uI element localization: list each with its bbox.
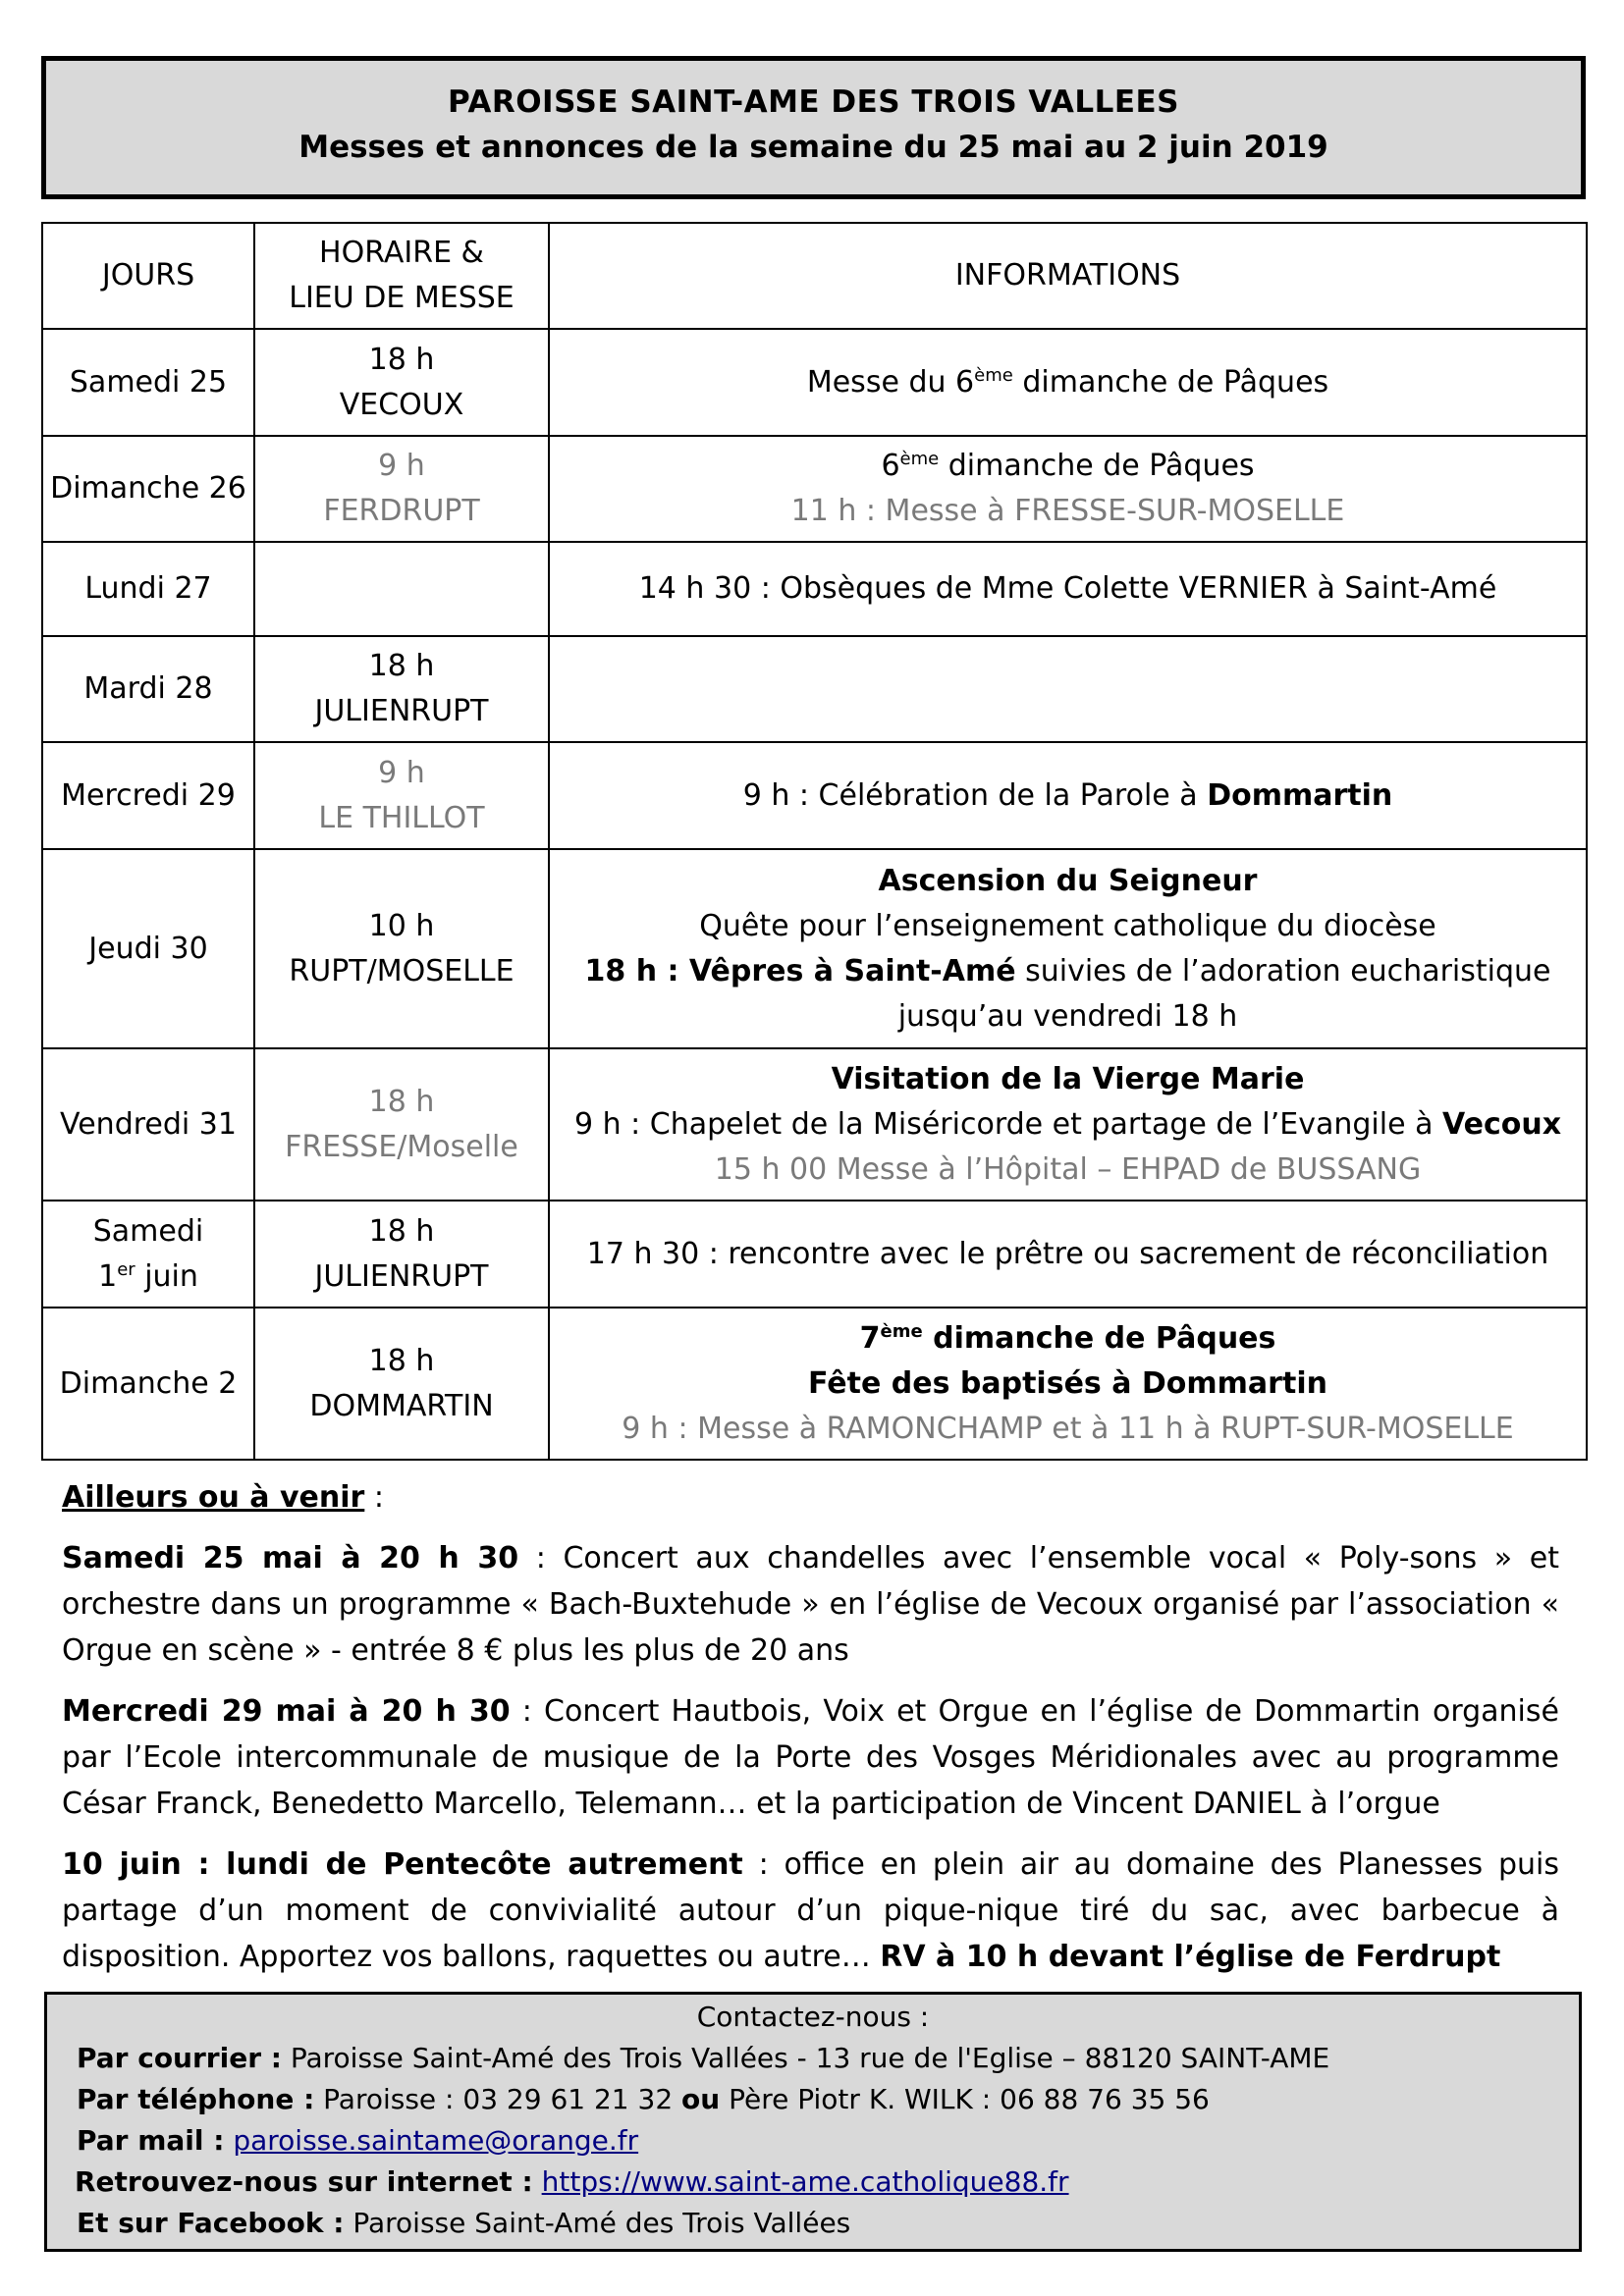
announcements-heading: Ailleurs ou à venir :	[62, 1480, 384, 1515]
day-cell: Samedi 25	[42, 329, 254, 436]
info-cell: 9 h : Célébration de la Parole à Dommartin	[549, 742, 1587, 849]
announcement-item: 10 juin : lundi de Pentecôte autrement : office en plein air au domaine des Planesses puis partage d’un moment de convivialité autour d’un pique-nique tiré du sac, avec barbecue à disposition. Apportez vos ballons, raquettes ou autre… RV à 10 h devant l’église de Ferdrupt	[62, 1847, 1559, 1974]
info-cell: 7ème dimanche de Pâques Fête des baptisés à Dommartin 9 h : Messe à RAMONCHAMP et à 11 h à RUPT-SUR-MOSELLE	[549, 1308, 1587, 1460]
website-link[interactable]: https://www.saint-ame.catholique88.fr	[541, 2165, 1069, 2198]
parish-title: PAROISSE SAINT-AME DES TROIS VALLEES	[447, 84, 1180, 120]
contact-postal: Par courrier : Paroisse Saint-Amé des Trois Vallées - 13 rue de l'Eglise – 88120 SAINT-AME	[77, 2042, 1330, 2074]
document-header	[41, 56, 1586, 199]
table-row	[42, 1308, 1587, 1460]
day-cell: Dimanche 2	[42, 1308, 254, 1460]
day-cell: Jeudi 30	[42, 849, 254, 1048]
contact-web: Retrouvez-nous sur internet : https://www.saint-ame.catholique88.fr	[75, 2165, 1069, 2198]
announcement-item: Mercredi 29 mai à 20 h 30 : Concert Hautbois, Voix et Orgue en l’église de Dommartin organisé par l’Ecole intercommunale de musique de la Porte des Vosges Méridionales avec au programme César Franck, Benedetto Marcello, Telemann… et la participation de Vincent DANIEL à l’orgue	[62, 1694, 1559, 1821]
time-place-cell: 18 h JULIENRUPT	[254, 1201, 549, 1308]
email-link[interactable]: paroisse.saintame@orange.fr	[233, 2124, 639, 2157]
day-cell: Vendredi 31	[42, 1048, 254, 1201]
col-header-days: JOURS	[42, 223, 254, 329]
contact-box	[44, 1992, 1582, 2252]
week-subtitle: Messes et annonces de la semaine du 25 mai au 2 juin 2019	[298, 130, 1328, 165]
col-header-info: INFORMATIONS	[549, 223, 1587, 329]
table-row	[42, 742, 1587, 849]
time-place-cell: 18 h JULIENRUPT	[254, 636, 549, 742]
info-cell: Ascension du Seigneur Quête pour l’enseignement catholique du diocèse 18 h : Vêpres à Saint-Amé suivies de l’adoration eucharistique jusqu’au vendredi 18 h	[549, 849, 1587, 1048]
table-row	[42, 636, 1587, 742]
contact-title: Contactez-nous :	[696, 2001, 930, 2033]
contact-phone: Par téléphone : Paroisse : 03 29 61 21 32 ou Père Piotr K. WILK : 06 88 76 35 56	[77, 2083, 1210, 2115]
info-cell: 6ème dimanche de Pâques 11 h : Messe à FRESSE-SUR-MOSELLE	[549, 436, 1587, 542]
col-header-time-place: HORAIRE & LIEU DE MESSE	[254, 223, 549, 329]
time-place-cell: 10 h RUPT/MOSELLE	[254, 849, 549, 1048]
announcements-section	[62, 1474, 1559, 1995]
table-header-row	[42, 223, 1587, 329]
info-cell: Messe du 6ème dimanche de Pâques	[549, 329, 1587, 436]
table-row	[42, 849, 1587, 1048]
info-cell: Visitation de la Vierge Marie 9 h : Chapelet de la Miséricorde et partage de l’Evangile à Vecoux 15 h 00 Messe à l’Hôpital – EHPAD de BUSSANG	[549, 1048, 1587, 1201]
day-cell: Mercredi 29	[42, 742, 254, 849]
table-row	[42, 329, 1587, 436]
info-cell: 17 h 30 : rencontre avec le prêtre ou sacrement de réconciliation	[549, 1201, 1587, 1308]
time-place-cell: 18 h FRESSE/Moselle	[254, 1048, 549, 1201]
day-cell: Samedi 1er juin	[42, 1201, 254, 1308]
mass-schedule-table	[41, 222, 1588, 1461]
info-cell	[549, 636, 1587, 742]
info-cell: 14 h 30 : Obsèques de Mme Colette VERNIER à Saint-Amé	[549, 542, 1587, 636]
announcement-item: Samedi 25 mai à 20 h 30 : Concert aux chandelles avec l’ensemble vocal « Poly-sons » et orchestre dans un programme « Bach-Buxtehude » en l’église de Vecoux organisé par l’association « Orgue en scène » - entrée 8 € plus les plus de 20 ans	[62, 1541, 1559, 1668]
table-row	[42, 1201, 1587, 1308]
time-place-cell	[254, 542, 549, 636]
time-place-cell: 9 h FERDRUPT	[254, 436, 549, 542]
time-place-cell: 18 h VECOUX	[254, 329, 549, 436]
time-place-cell: 9 h LE THILLOT	[254, 742, 549, 849]
table-row	[42, 436, 1587, 542]
table-row	[42, 542, 1587, 636]
day-cell: Dimanche 26	[42, 436, 254, 542]
day-cell: Lundi 27	[42, 542, 254, 636]
day-cell: Mardi 28	[42, 636, 254, 742]
table-row	[42, 1048, 1587, 1201]
contact-email: Par mail : paroisse.saintame@orange.fr	[77, 2124, 639, 2157]
contact-facebook: Et sur Facebook : Paroisse Saint-Amé des Trois Vallées	[77, 2207, 851, 2239]
time-place-cell: 18 h DOMMARTIN	[254, 1308, 549, 1460]
